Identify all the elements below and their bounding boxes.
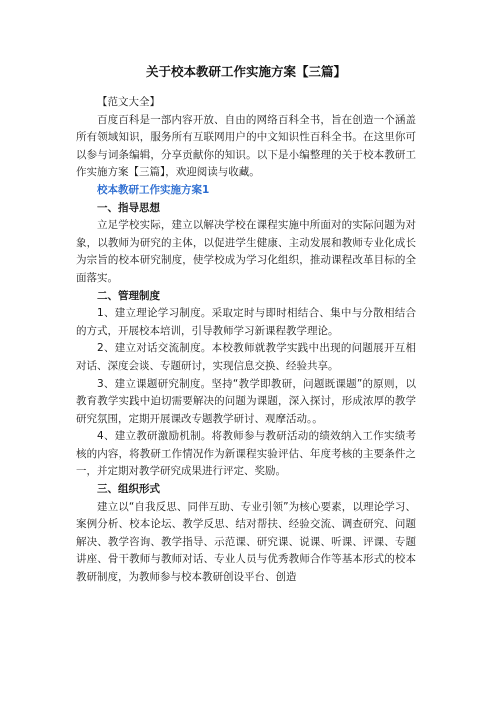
list-item-incentive: 4、建立教研激励机制。将教师参与教研活动的绩效纳入工作实绩考核的内容，将教研工作情况作为新课程实验评估、年度考核的主要条件之一，并定期对教学研究成果进行评定、奖励。 xyxy=(76,430,416,478)
heading-guiding-ideology: 一、指导思想 xyxy=(97,201,160,214)
document-title: 关于校本教研工作实施方案【三篇】 xyxy=(145,64,346,79)
section-title-link[interactable]: 校本教研工作实施方案1 xyxy=(97,183,210,196)
heading-management-system: 二、管理制度 xyxy=(97,289,160,302)
paragraph-guiding-ideology: 立足学校实际，建立以解决学校在课程实施中所面对的实际问题为对象，以教师为研究的主体，以促进学生健康、主动发展和教师专业化成长为宗旨的校本研究制度，使学校成为学习化组织，推动课程改革目标的全面落实。 xyxy=(76,219,416,284)
list-item-research: 3、建立课题研究制度。坚持“教学即教研，问题既课题”的原则，以教育教学实践中迫切需要解决的问题为课题，深入探讨，形成浓厚的教学研究氛围，定期开展课改专题教学研讨、观摩活动。。 xyxy=(76,377,416,425)
intro-paragraph: 百度百科是一部内容开放、自由的网络百科全书，旨在创造一个涵盖所有领域知识，服务所有互联网用户的中文知识性百科全书。在这里你可以参与词条编辑，分享贡献你的知识。以下是小编整理的关于校本教研工作实施方案【三篇】，欢迎阅读与收藏。 xyxy=(76,113,416,179)
document-body xyxy=(76,94,416,587)
heading-organization-form: 三、组织形式 xyxy=(97,483,160,496)
list-item-dialogue: 2、建立对话交流制度。本校教师就教学实践中出现的问题展开互相对话、深度会谈、专题研讨，实现信息交换、经验共享。 xyxy=(76,342,416,372)
source-tag: 【范文大全】 xyxy=(97,96,160,108)
paragraph-organization-form: 建立以“自我反思、同伴互助、专业引领”为核心要素，以理论学习、案例分析、校本论坛、教学反思、结对帮扶、经验交流、调查研究、问题解决、教学咨询、教学指导、示范课、研究课、说课、听课、评课、专题讲座、骨干教师与教师对话、专业人员与优秀教师合作等基本形式的校本教研制度，为教师参与校本教研创设平台、创造 xyxy=(76,500,416,584)
list-item-theory-study: 1、建立理论学习制度。采取定时与即时相结合、集中与分散相结合的方式，开展校本培训，引导教师学习新课程教学理论。 xyxy=(76,307,416,337)
